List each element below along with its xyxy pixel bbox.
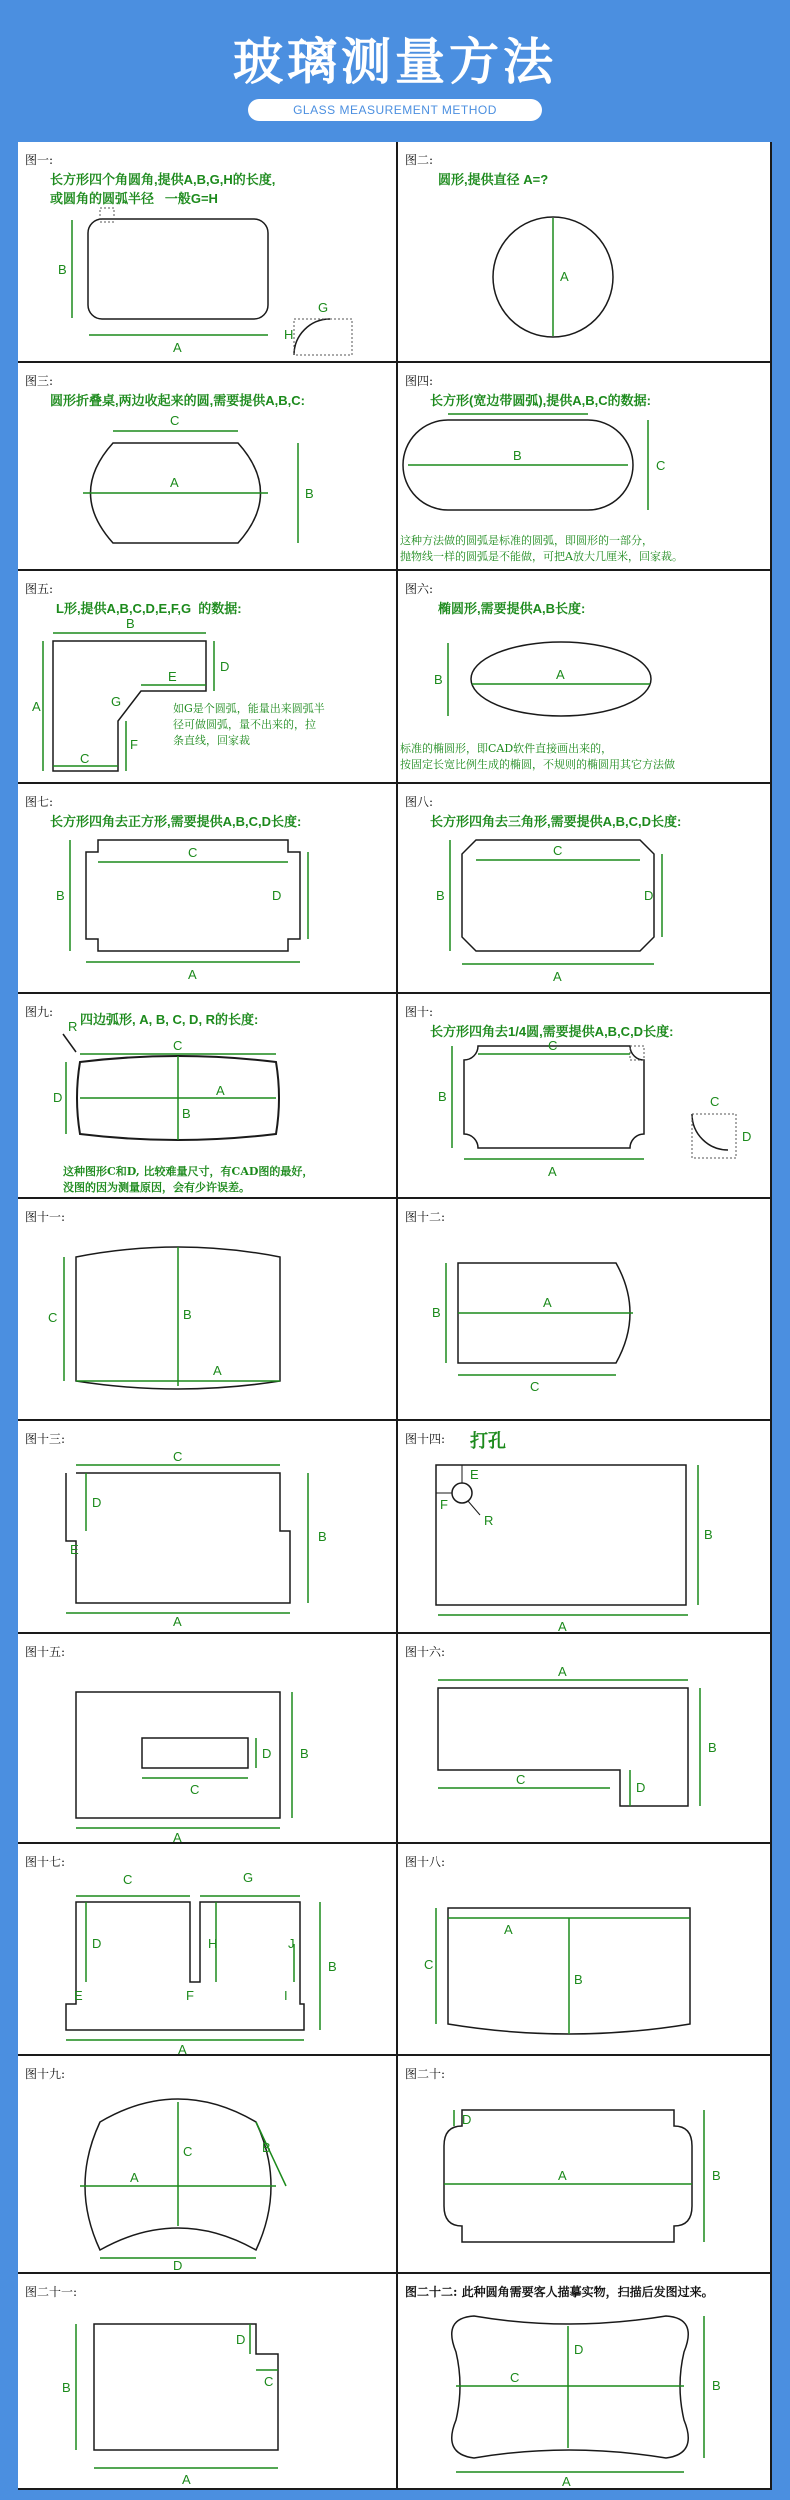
- dim-C: C: [516, 1772, 526, 1787]
- figure-label: 图三:: [25, 374, 54, 388]
- figure-22-drawing: [398, 2274, 772, 2490]
- dim-E: E: [70, 1542, 79, 1557]
- figure-description: 长方形四个角圆角,提供A,B,G,H的长度, 或圆角的圆弧半径 一般G=H: [50, 172, 276, 206]
- figure-12-drawing: [398, 1199, 772, 1421]
- dim-C: C: [170, 413, 180, 428]
- dim-C: C: [510, 2370, 520, 2385]
- dim-E: E: [74, 1988, 83, 2003]
- figure-19-drawing: [18, 2056, 398, 2274]
- figure-label: 图十七:: [25, 1855, 66, 1869]
- figure-13: [18, 1421, 398, 1634]
- dim-A: A: [182, 2472, 191, 2487]
- figure-description: 四边弧形, A, B, C, D, R的长度:: [80, 1012, 259, 1027]
- dim-C: C: [183, 2144, 193, 2159]
- dim-A: A: [170, 475, 179, 490]
- dim-C: C: [530, 1379, 540, 1394]
- dim-A: A: [188, 967, 197, 982]
- figure-21-drawing: [18, 2274, 398, 2490]
- dim-B: B: [62, 2380, 71, 2395]
- figure-label: 图七:: [25, 795, 54, 809]
- dim-B: B: [182, 1106, 191, 1121]
- figure-22: [398, 2274, 772, 2490]
- figure-9-drawing: [18, 994, 398, 1199]
- dim-H: H: [208, 1936, 218, 1951]
- dim-D: D: [636, 1780, 646, 1795]
- figure-label: 图五:: [25, 582, 54, 596]
- dim-G: G: [243, 1870, 254, 1885]
- figure-17: [18, 1844, 398, 2056]
- figure-12: [398, 1199, 772, 1421]
- figure-description: 打孔: [470, 1431, 506, 1451]
- figure-label: 图二十一:: [25, 2285, 78, 2299]
- page-subtitle: GLASS MEASUREMENT METHOD: [248, 99, 542, 121]
- dim-F: F: [130, 737, 138, 752]
- dim-C: C: [190, 1782, 200, 1797]
- figure-17-drawing: [18, 1844, 398, 2056]
- dim-B: B: [436, 888, 445, 903]
- figure-18-drawing: [398, 1844, 772, 2056]
- figure-10: [398, 994, 772, 1199]
- dim-A: A: [130, 2170, 139, 2185]
- figure-note: 这种方法做的圆弧是标准的圆弧，即圆形的一部分， 抛物线一样的圆弧是不能做，可把A放大几厘米，回家裁。: [400, 534, 683, 563]
- dim-B: B: [712, 2378, 721, 2393]
- figure-label: 图一:: [25, 153, 54, 167]
- dim-B: B: [305, 486, 314, 501]
- figure-description: 长方形四角去1/4圆,需要提供A,B,C,D长度:: [430, 1024, 674, 1039]
- figure-description: 长方形四角去三角形,需要提供A,B,C,D长度:: [430, 814, 682, 829]
- figure-6: [398, 571, 772, 784]
- figure-label: 图十九:: [25, 2067, 66, 2081]
- figure-label: 图十:: [405, 1005, 434, 1019]
- dim-B: B: [300, 1746, 309, 1761]
- figure-11-drawing: [18, 1199, 398, 1421]
- dim-B: B: [513, 448, 522, 463]
- dim-C: C: [173, 1449, 183, 1464]
- figure-description: 圆形,提供直径 A=?: [438, 172, 549, 187]
- figure-15: [18, 1634, 398, 1844]
- dim-A: A: [504, 1922, 513, 1937]
- dim-D: D: [92, 1495, 102, 1510]
- figure-20: [398, 2056, 772, 2274]
- dim-D: D: [92, 1936, 102, 1951]
- dim-R: R: [68, 1019, 78, 1034]
- figure-8: [398, 784, 772, 994]
- dim-A: A: [173, 340, 182, 355]
- figure-7: [18, 784, 398, 994]
- figure-label: 图十八:: [405, 1855, 446, 1869]
- figure-5-drawing: [18, 571, 398, 784]
- dim-B: B: [183, 1307, 192, 1322]
- figure-label: 图十四:: [405, 1432, 446, 1446]
- figure-7-drawing: [18, 784, 398, 994]
- dim-B: B: [56, 888, 65, 903]
- figure-1-drawing: [18, 142, 398, 363]
- figure-label: 图二十:: [405, 2067, 446, 2081]
- dim-D: D: [574, 2342, 584, 2357]
- dim-B: B: [126, 616, 135, 631]
- figure-label: 图十一:: [25, 1210, 66, 1224]
- dim-B: B: [712, 2168, 721, 2183]
- figure-3: [18, 363, 398, 571]
- figure-9: [18, 994, 398, 1199]
- figure-14: [398, 1421, 772, 1634]
- figure-note: 如G是个圆弧，能量出来圆弧半 径可做圆弧，量不出来的，拉 条直线，回家裁: [173, 702, 325, 747]
- figure-label: 图十五:: [25, 1645, 66, 1659]
- dim-A: A: [213, 1363, 222, 1378]
- figure-label: 图二十二: 此种圆角需要客人描摹实物，扫描后发图过来。: [405, 2285, 714, 2299]
- figure-15-drawing: [18, 1634, 398, 1844]
- dim-A: A: [553, 969, 562, 984]
- dim-B: B: [708, 1740, 717, 1755]
- dim-D: D: [262, 1746, 272, 1761]
- figure-description: L形,提供A,B,C,D,E,F,G 的数据:: [56, 601, 242, 616]
- dim-B: B: [328, 1959, 337, 1974]
- dim-A: A: [178, 2042, 187, 2056]
- dim-C: C: [80, 751, 90, 766]
- figure-21: [18, 2274, 398, 2490]
- dim-D: D: [173, 2258, 183, 2273]
- dim-A: A: [173, 1614, 182, 1629]
- figure-label: 图八:: [405, 795, 434, 809]
- figure-2-drawing: [398, 142, 772, 363]
- dim-C: C: [173, 1038, 183, 1053]
- figure-11: [18, 1199, 398, 1421]
- dim-C: C: [656, 458, 666, 473]
- dim-C: C: [264, 2374, 274, 2389]
- dim-G: G: [111, 694, 122, 709]
- dim-D: D: [272, 888, 282, 903]
- figure-10-drawing: [398, 994, 772, 1199]
- dim-A: A: [32, 699, 41, 714]
- dim-A: A: [558, 1664, 567, 1679]
- dim-E: E: [168, 669, 177, 684]
- figure-label: 图十六:: [405, 1645, 446, 1659]
- figure-8-drawing: [398, 784, 772, 994]
- dim-G: G: [318, 300, 329, 315]
- dim-A: A: [543, 1295, 552, 1310]
- dim-D: D: [644, 888, 654, 903]
- figure-1: [18, 142, 398, 363]
- dim-B: B: [58, 262, 67, 277]
- dim-C: C: [188, 845, 198, 860]
- dim-D: D: [742, 1129, 752, 1144]
- figure-19: [18, 2056, 398, 2274]
- dim-D: D: [462, 2112, 472, 2127]
- figure-label: 图九:: [25, 1005, 54, 1019]
- figure-label: 图十二:: [405, 1210, 446, 1224]
- dim-A: A: [562, 2474, 571, 2489]
- dim-A: A: [216, 1083, 225, 1098]
- dim-B: B: [262, 2140, 271, 2155]
- figure-note: 标准的椭圆形，即CAD软件直接画出来的， 按固定长宽比例生成的椭圆，不规则的椭圆用其它方法做: [400, 742, 675, 771]
- dim-D: D: [220, 659, 230, 674]
- figure-13-drawing: [18, 1421, 398, 1634]
- figure-label: 图六:: [405, 582, 434, 596]
- figure-4-drawing: [398, 363, 772, 571]
- figure-18: [398, 1844, 772, 2056]
- dim-D: D: [236, 2332, 246, 2347]
- figure-20-drawing: [398, 2056, 772, 2274]
- dim-B: B: [438, 1089, 447, 1104]
- page-title: 玻璃测量方法: [233, 33, 557, 91]
- figure-description: 椭圆形,需要提供A,B长度:: [438, 601, 586, 616]
- figure-16: [398, 1634, 772, 1844]
- figure-6-drawing: [398, 571, 772, 784]
- dim-C: C: [553, 843, 563, 858]
- figure-14-drawing: [398, 1421, 772, 1634]
- figure-description: 圆形折叠桌,两边收起来的圆,需要提供A,B,C:: [50, 393, 305, 408]
- dim-A: A: [556, 667, 565, 682]
- dim-C: C: [548, 1038, 558, 1053]
- figure-label: 图十三:: [25, 1432, 66, 1446]
- figure-label: 图二:: [405, 153, 434, 167]
- figure-label: 图四:: [405, 374, 434, 388]
- dim-B: B: [574, 1972, 583, 1987]
- dim-A: A: [558, 1619, 567, 1634]
- dim-F: F: [186, 1988, 194, 2003]
- figure-note: 这种图形C和D, 比较难量尺寸，有CAD图的最好， 没图的因为测量原因，会有少许误差。: [63, 1165, 314, 1194]
- dim-A: A: [548, 1164, 557, 1179]
- figure-16-drawing: [398, 1634, 772, 1844]
- figure-2: [398, 142, 772, 363]
- dim-B: B: [704, 1527, 713, 1542]
- dim-B: B: [318, 1529, 327, 1544]
- dim-C: C: [123, 1872, 133, 1887]
- dim-A: A: [173, 1830, 182, 1844]
- dim-F: F: [440, 1497, 448, 1512]
- figure-description: 长方形四角去正方形,需要提供A,B,C,D长度:: [50, 814, 302, 829]
- dim-R: R: [484, 1513, 494, 1528]
- figure-description: 长方形(宽边带圆弧),提供A,B,C的数据:: [430, 393, 651, 408]
- dim-A: A: [560, 269, 569, 284]
- dim-C: C: [48, 1310, 58, 1325]
- figure-5: [18, 571, 398, 784]
- diagram-grid: [18, 142, 772, 2490]
- dim-D: D: [53, 1090, 63, 1105]
- dim-C2: C: [710, 1094, 720, 1109]
- figure-3-drawing: [18, 363, 398, 571]
- dim-H: H: [284, 327, 294, 342]
- dim-A: A: [558, 2168, 567, 2183]
- dim-B: B: [432, 1305, 441, 1320]
- dim-C: C: [424, 1957, 434, 1972]
- dim-I: I: [284, 1988, 288, 2003]
- dim-J: J: [288, 1936, 295, 1951]
- dim-B: B: [434, 672, 443, 687]
- dim-E: E: [470, 1467, 479, 1482]
- figure-4: [398, 363, 772, 571]
